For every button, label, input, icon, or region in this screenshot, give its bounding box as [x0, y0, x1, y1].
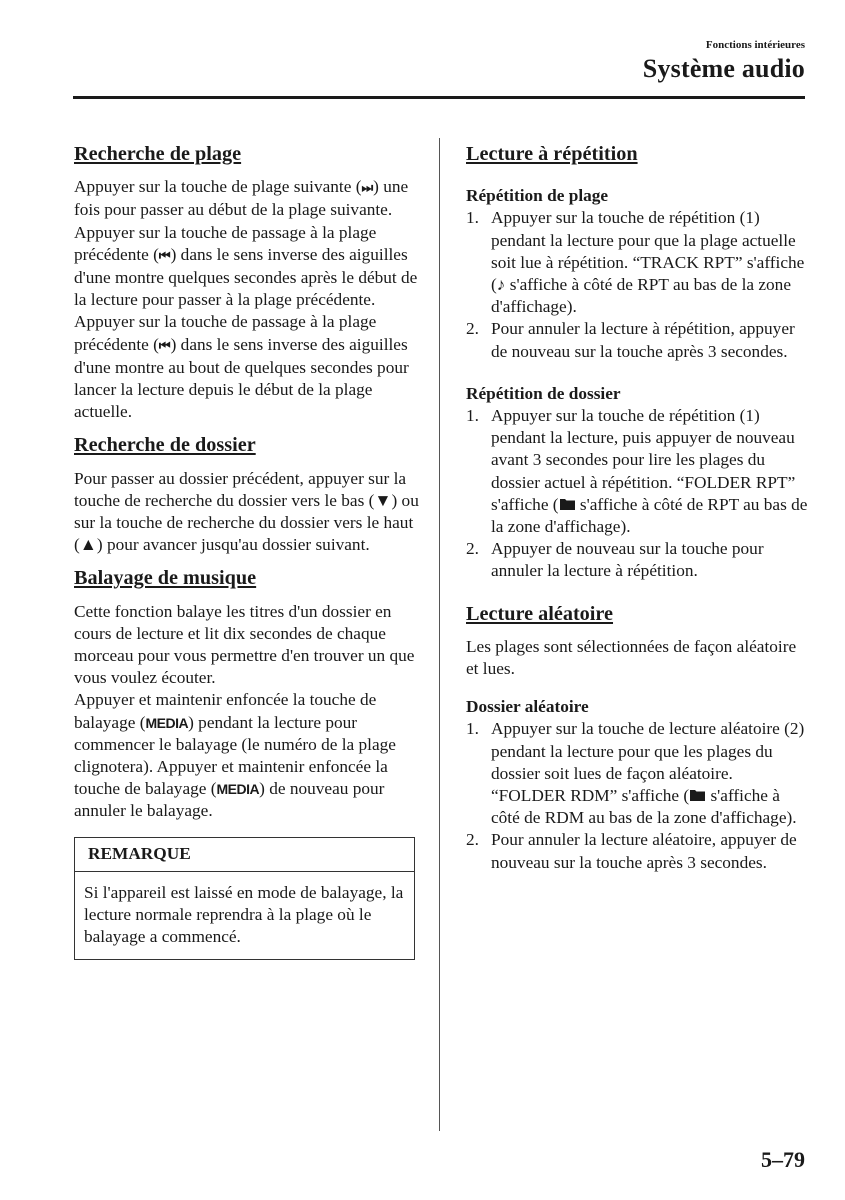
folder-up-icon: ▲	[79, 535, 97, 555]
repeat-heading: Lecture à répétition	[466, 143, 638, 165]
column-divider	[439, 138, 440, 1131]
media-button-label: MEDIA	[216, 781, 260, 798]
list-item: 1. Appuyer sur la touche de lecture aléatoire (2) pendant la lecture pour que les plages du dossier soit lues de façon aléatoire. “FOLDER RDM” s'affiche ( s'affiche à côté de RDM au bas de la zone d'affichage).	[466, 719, 805, 828]
list-item: 2. Pour annuler la lecture à répétition, appuyer de nouveau sur la touche après 3 secondes.	[466, 319, 795, 361]
music-scan-paragraph-2: Appuyer et maintenir enfoncée la touche de balayage (MEDIA) pendant la lecture pour commencer le balayage (le numéro de la plage clignotera). Appuyer et maintenir enfoncée la touche de balayage (MEDIA) de nouveau pour annuler le balayage.	[74, 690, 396, 821]
note-title: REMARQUE	[75, 838, 414, 872]
random-heading: Lecture aléatoire	[466, 602, 614, 625]
page-title: Système audio	[642, 54, 805, 83]
folder-icon	[689, 788, 706, 802]
note-body: Si l'appareil est laissé en mode de balayage, la lecture normale reprendra à la plage où le balayage a commencé.	[84, 882, 404, 947]
folder-repeat-heading: Répétition de dossier	[466, 383, 621, 403]
note-box	[74, 837, 415, 960]
track-repeat-steps	[466, 207, 811, 362]
folder-search-heading: Recherche de dossier	[74, 434, 256, 457]
folder-random-heading: Dossier aléatoire	[466, 697, 589, 717]
list-item: 1. Appuyer sur la touche de répétition (1) pendant la lecture pour que la plage actuelle soit lue à répétition. “TRACK RPT” s'affiche (♪ s'affiche à côté de RPT au bas de la zone d'affichage).	[466, 208, 805, 317]
left-column	[74, 143, 419, 960]
list-item: 2. Appuyer de nouveau sur la touche pour annuler la lecture à répétition.	[466, 539, 764, 581]
track-repeat-heading: Répétition de plage	[466, 186, 609, 206]
folder-random-steps	[466, 718, 811, 873]
folder-search-paragraph: Pour passer au dossier précédent, appuyer sur la touche de recherche du dossier vers le bas (▼) ou sur la touche de recherche du dossier vers le haut (▲) pour avancer jusqu'au dossier suivant.	[74, 468, 419, 555]
next-track-icon: ⏭	[361, 180, 374, 196]
previous-track-icon: ⏮	[158, 337, 171, 353]
section-label: Fonctions intérieures	[705, 39, 805, 51]
music-scan-paragraph-1: Cette fonction balaye les titres d'un dossier en cours de lecture et lit dix secondes de chaque morceau pour vous permettre d'en trouver un que vous voulez écouter.	[74, 601, 415, 688]
track-search-paragraph-2: Appuyer sur la touche de passage à la plage précédente (⏮) dans le sens inverse des aiguilles d'une montre quelques secondes après le début de la lecture pour passer à la plage précédente.	[74, 222, 418, 310]
right-column	[466, 143, 811, 874]
list-item: 1. Appuyer sur la touche de répétition (1) pendant la lecture, puis appuyer de nouveau avant 3 secondes pour lire les plages du dossier actuel à répétition. “FOLDER RPT” s'affiche ( s'affiche à côté de RPT au bas de la zone d'affichage).	[466, 406, 808, 537]
random-intro: Les plages sont sélectionnées de façon aléatoire et lues.	[466, 636, 797, 679]
folder-repeat-steps	[466, 405, 811, 583]
header-rule	[73, 96, 805, 99]
music-note-icon: ♪	[496, 275, 506, 295]
page-number: 5–79	[761, 1147, 805, 1172]
track-search-heading: Recherche de plage	[74, 143, 242, 165]
music-scan-heading: Balayage de musique	[74, 567, 257, 590]
list-item: 2. Pour annuler la lecture aléatoire, appuyer de nouveau sur la touche après 3 secondes.	[466, 830, 797, 872]
previous-track-icon: ⏮	[158, 247, 171, 263]
folder-icon	[559, 497, 576, 511]
track-search-paragraph-3: Appuyer sur la touche de passage à la plage précédente (⏮) dans le sens inverse des aiguilles d'une montre au bout de quelques secondes pour lancer la lecture depuis le début de la plage actuelle.	[74, 312, 409, 422]
track-search-paragraph-1: Appuyer sur la touche de plage suivante (⏭) une fois pour passer au début de la plage suivante.	[74, 177, 409, 220]
folder-down-icon: ▼	[374, 490, 392, 510]
media-button-label: MEDIA	[145, 714, 189, 731]
